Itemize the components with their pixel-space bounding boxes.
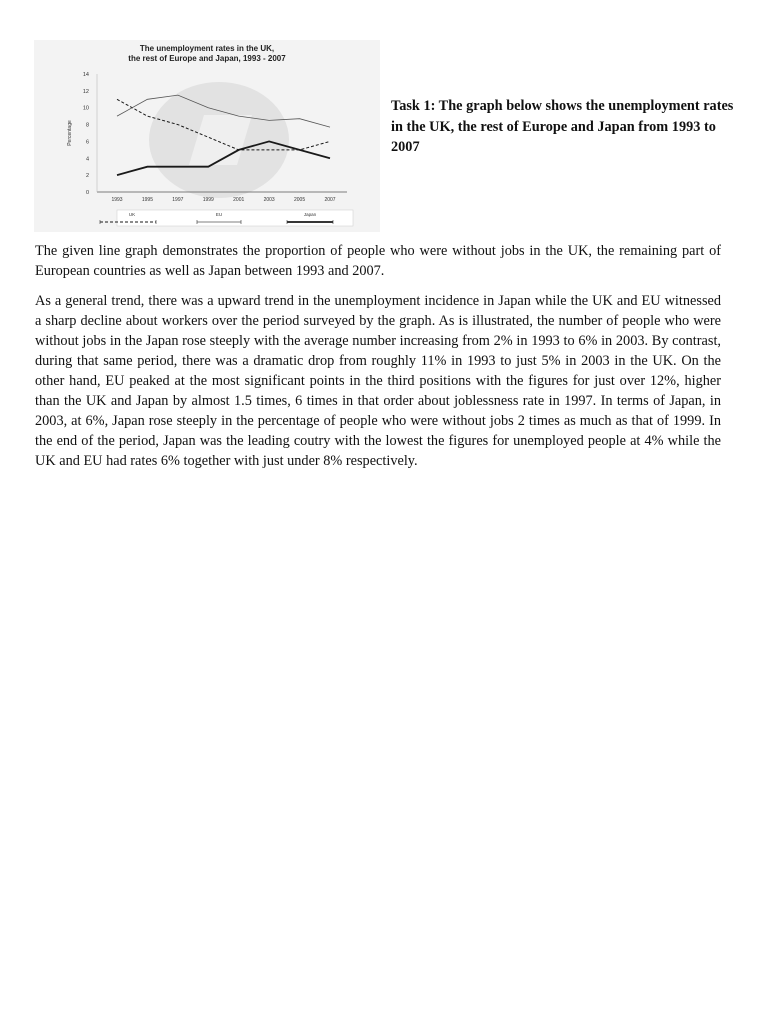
- legend-label: EU: [215, 212, 223, 217]
- y-tick-label: 0: [85, 190, 89, 196]
- legend-label: Japan: [303, 212, 317, 217]
- y-tick-label: 10: [82, 105, 89, 112]
- legend-label: UK: [128, 212, 136, 217]
- x-tick-label: 2003: [263, 197, 275, 203]
- x-tick-label: 1997: [172, 197, 184, 203]
- y-axis-label: Percentage: [67, 120, 73, 146]
- body-paragraph: As a general trend, there was a upward trend in the unemployment incidence in Japan while the UK and EU witnessed a sharp decline about workers over the period surveyed by the graph. As is illustrated, the number of people who were without jobs in the Japan rose steeply with the average number increasing from 2% in 1993 to 6% in 2003. By contrast, during that same period, there was a dramatic drop from roughly 11% in 1993 to just 5% in 2003 in the UK. On the other hand, EU peaked at the most significant points in the third positions with the figures for just over 12%, higher than the UK and Japan by almost 1.5 times, 6 times in that order about joblessness rate in 1997. In terms of Japan, in 2003, at 6%, Japan rose steeply in the percentage of people who were without jobs 2 times as much as that of 1999. In the end of the period, Japan was the leading coutry with the lowest the figures for unemployed people at 4% while the UK and EU had rates 6% together with just under 8% respectively.: [35, 293, 721, 469]
- task-heading: Task 1: The graph below shows the unemployment rates in the UK, the rest of Europe and Japan from 1993 to 2007: [391, 98, 734, 155]
- legend-box: [117, 210, 353, 226]
- y-tick-label: 12: [82, 88, 89, 95]
- y-tick-label: 4: [85, 156, 89, 163]
- x-tick-label: 1995: [141, 197, 153, 203]
- x-tick-label: 2005: [294, 197, 306, 203]
- chart-figure: [34, 40, 380, 232]
- x-tick-label: 1993: [111, 197, 123, 203]
- chart-title-line-2: the rest of Europe and Japan, 1993 - 2007: [128, 54, 286, 63]
- x-tick-label: 1999: [202, 197, 214, 203]
- intro-paragraph: The given line graph demonstrates the proportion of people who were without jobs in the UK, the remaining part of European countries as well as Japan between 1993 and 2007.: [35, 243, 721, 279]
- y-tick-label: 14: [82, 72, 89, 78]
- y-tick-label: 6: [85, 139, 89, 146]
- y-tick-label: 2: [85, 173, 89, 180]
- x-tick-label: 2001: [233, 197, 245, 203]
- line-chart: [34, 40, 380, 232]
- x-tick-label: 2007: [324, 197, 336, 203]
- chart-title-line-1: The unemployment rates in the UK,: [139, 44, 275, 53]
- y-tick-label: 8: [85, 122, 89, 129]
